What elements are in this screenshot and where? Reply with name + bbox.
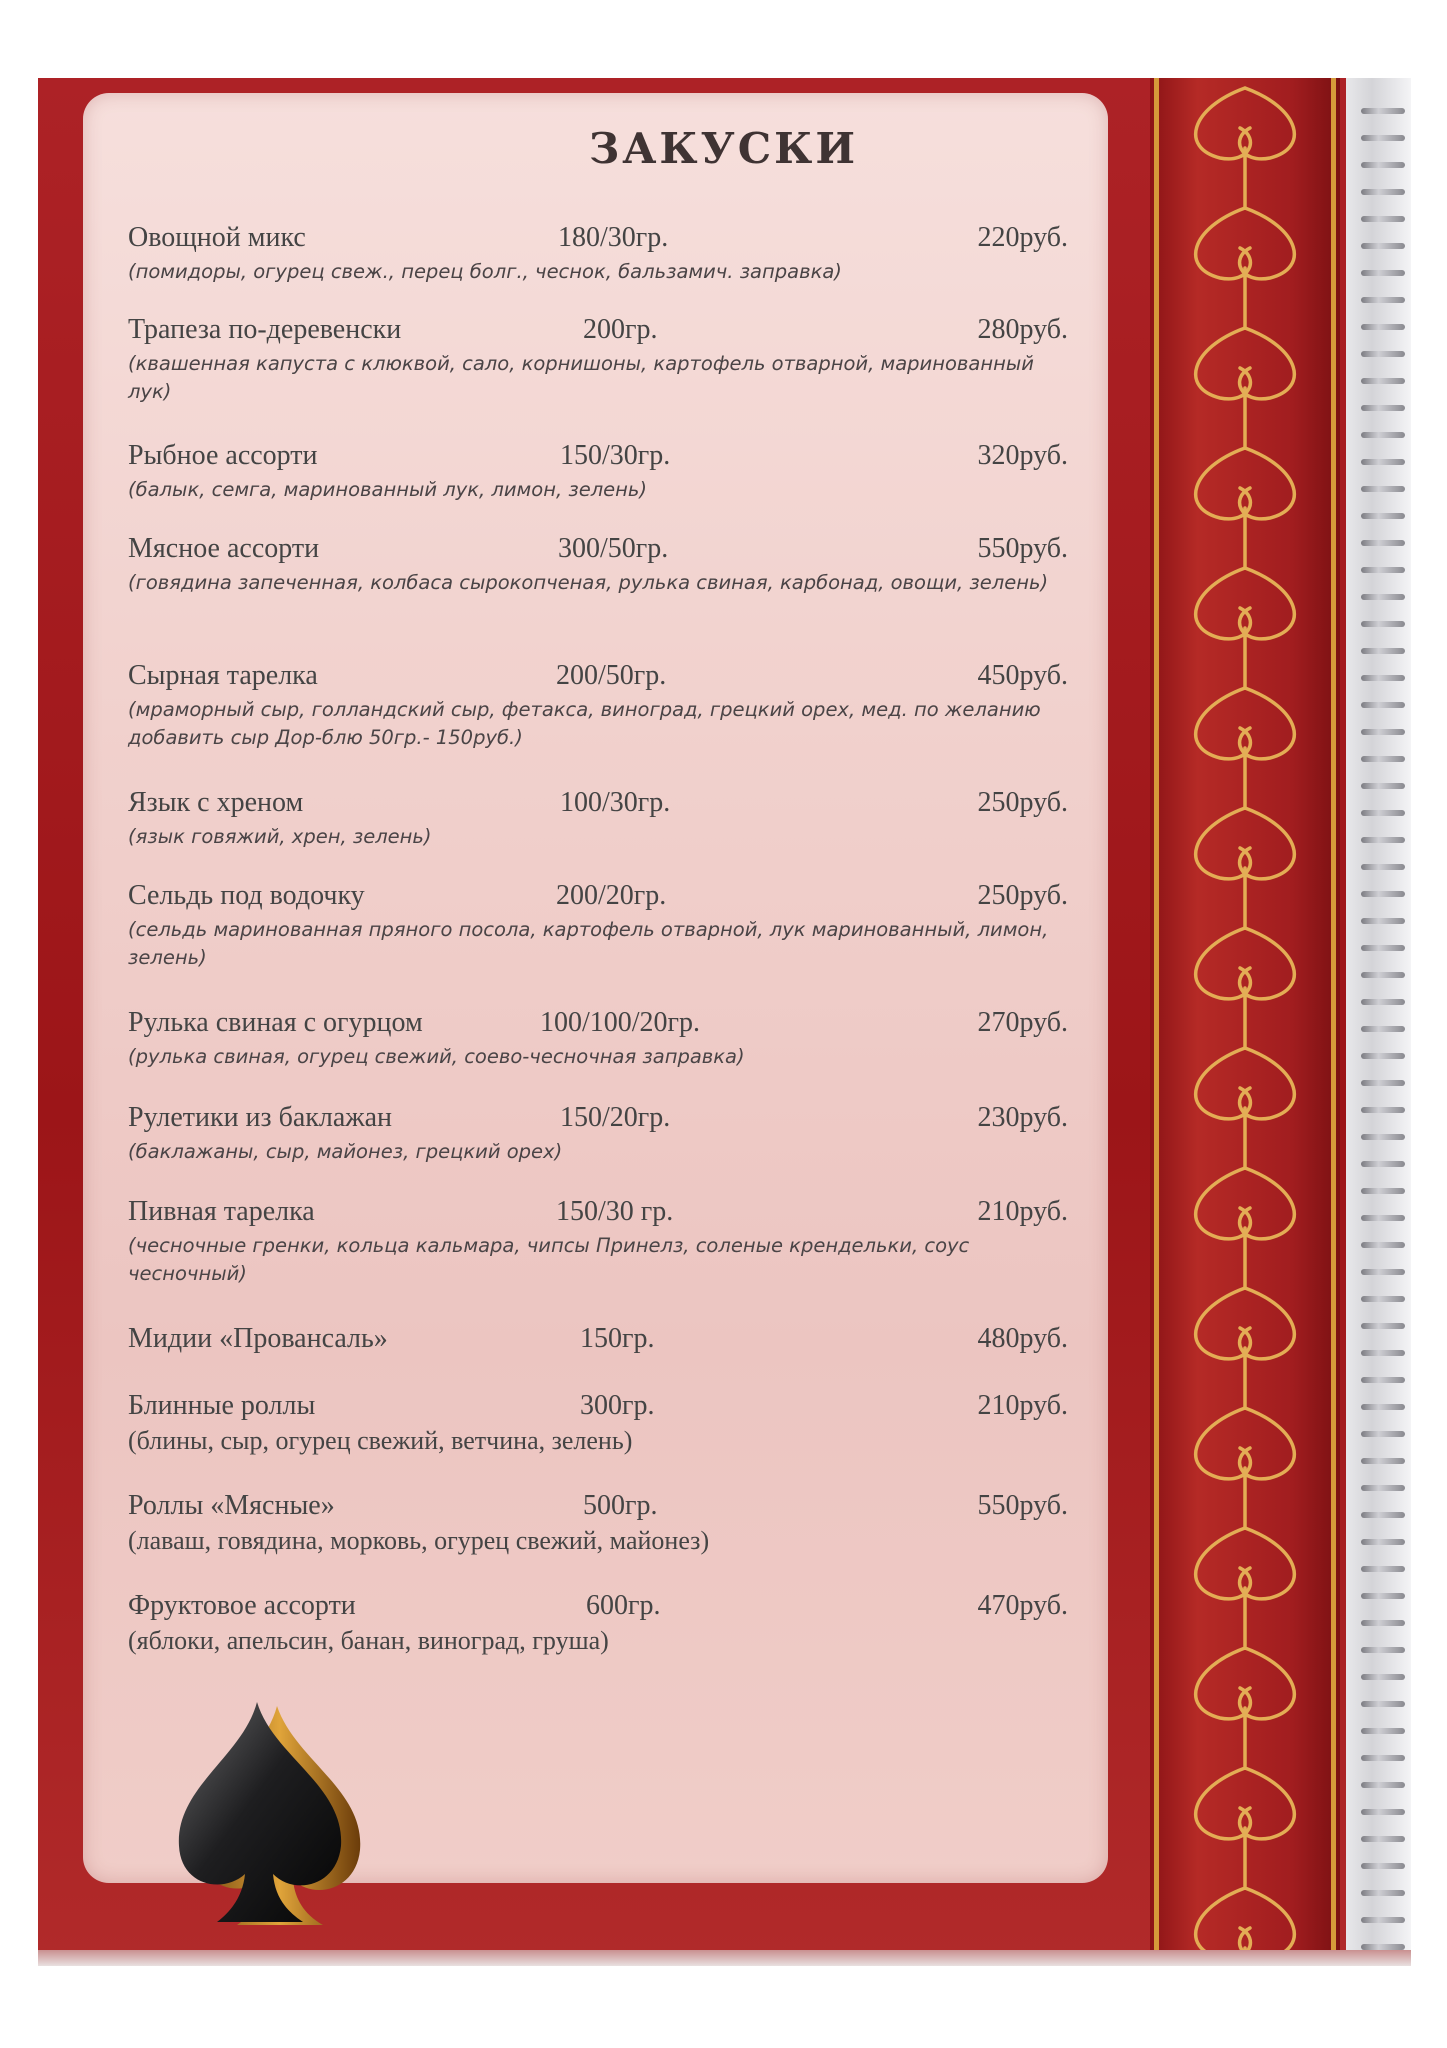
binder-ring <box>1361 1890 1405 1896</box>
binder-ring <box>1361 1863 1405 1869</box>
item-weight: 300гр. <box>580 1390 655 1421</box>
item-description: (мраморный сыр, голландский сыр, фетакса, виноград, грецкий орех, мед. по желанию добавить сыр Дор-блю 50гр.- 150руб.) <box>128 698 1041 749</box>
item-name: Рулетики из баклажан <box>128 1102 393 1133</box>
item-weight: 100/30гр. <box>560 787 671 818</box>
binder-ring <box>1361 351 1405 357</box>
menu-item <box>128 1102 1068 1166</box>
menu-item <box>128 787 1068 851</box>
item-name: Сырная тарелка <box>128 660 318 691</box>
item-price: 550руб. <box>977 533 1068 564</box>
binder-ring <box>1361 270 1405 276</box>
binder-ring <box>1361 297 1405 303</box>
item-weight: 300/50гр. <box>558 533 669 564</box>
binder-ring <box>1361 1431 1405 1437</box>
item-weight: 200/50гр. <box>556 660 667 691</box>
binder-ring <box>1361 1377 1405 1383</box>
binder-ring <box>1361 891 1405 897</box>
item-weight: 150гр. <box>580 1323 655 1354</box>
binder-ring <box>1361 810 1405 816</box>
binder-ring <box>1361 1188 1405 1194</box>
binder-ring <box>1361 1512 1405 1518</box>
binder-ring <box>1361 1539 1405 1545</box>
ornament-scroll <box>1196 1288 1295 1408</box>
binder-ring <box>1361 1215 1405 1221</box>
menu-item <box>128 1196 1068 1288</box>
binder-ring <box>1361 324 1405 330</box>
item-price: 280руб. <box>977 314 1068 345</box>
binder-ring <box>1361 756 1405 762</box>
binder-rings <box>1346 78 1411 1966</box>
binder-ring <box>1361 1026 1405 1032</box>
item-weight: 200/20гр. <box>556 880 667 911</box>
binder-ring <box>1361 567 1405 573</box>
menu-item <box>128 1590 1068 1656</box>
item-description: (говядина запеченная, колбаса сырокопченая, рулька свиная, карбонад, овощи, зелень) <box>128 571 1049 594</box>
item-name: Трапеза по-деревенски <box>128 314 402 345</box>
binder-ring <box>1361 1107 1405 1113</box>
item-weight: 150/30 гр. <box>556 1196 674 1227</box>
ornament-scroll <box>1196 1648 1295 1768</box>
binder-ring <box>1361 405 1405 411</box>
menu-title: закуски <box>588 108 859 178</box>
binder-ring <box>1361 648 1405 654</box>
binder-ring <box>1361 432 1405 438</box>
item-price: 450руб. <box>977 660 1068 691</box>
menu-item <box>128 1490 1068 1556</box>
binder-ring <box>1361 1593 1405 1599</box>
item-price: 230руб. <box>977 1102 1068 1133</box>
item-weight: 500гр. <box>583 1490 658 1521</box>
item-name: Рулька свиная с огурцом <box>128 1007 423 1038</box>
menu-item <box>128 314 1068 406</box>
binder-ring <box>1361 783 1405 789</box>
item-description: (яблоки, апельсин, банан, виноград, груша) <box>128 1626 609 1655</box>
binder-ring <box>1361 378 1405 384</box>
binder-ring <box>1361 1296 1405 1302</box>
menu-item <box>128 1390 1068 1456</box>
item-price: 210руб. <box>977 1196 1068 1227</box>
item-weight: 150/30гр. <box>560 440 671 471</box>
item-weight: 100/100/20гр. <box>540 1007 701 1038</box>
binder-ring <box>1361 1458 1405 1464</box>
binder-ring <box>1361 621 1405 627</box>
binder-ring <box>1361 945 1405 951</box>
ornament-border <box>1150 78 1340 1966</box>
binder-ring <box>1361 1728 1405 1734</box>
item-name: Рыбное ассорти <box>128 440 318 471</box>
item-name: Пивная тарелка <box>128 1196 315 1227</box>
item-price: 480руб. <box>977 1323 1068 1354</box>
ornament-scroll <box>1196 1528 1295 1648</box>
binder-ring <box>1361 1674 1405 1680</box>
binder-ring <box>1361 1701 1405 1707</box>
binder-ring <box>1361 1485 1405 1491</box>
binder-ring <box>1361 486 1405 492</box>
binder-ring <box>1361 1647 1405 1653</box>
item-description: (лаваш, говядина, морковь, огурец свежий, майонез) <box>128 1526 710 1555</box>
binder-ring <box>1361 1755 1405 1761</box>
item-name: Мидии «Провансаль» <box>128 1323 388 1354</box>
binder-ring <box>1361 1566 1405 1572</box>
binder-ring <box>1361 243 1405 249</box>
item-price: 550руб. <box>977 1490 1068 1521</box>
item-description: (язык говяжий, хрен, зелень) <box>128 825 432 848</box>
binder-ring <box>1361 1620 1405 1626</box>
ornament-scroll <box>1196 808 1295 928</box>
ornament-scroll <box>1196 328 1295 448</box>
ornament-scroll <box>1196 1408 1295 1528</box>
item-weight: 200гр. <box>583 314 658 345</box>
item-name: Овощной микс <box>128 222 306 253</box>
item-name: Сельдь под водочку <box>128 880 365 911</box>
item-weight: 180/30гр. <box>558 222 669 253</box>
item-weight: 600гр. <box>586 1590 661 1621</box>
ornament-scroll <box>1196 1768 1295 1888</box>
item-name: Роллы «Мясные» <box>128 1490 335 1521</box>
item-name: Мясное ассорти <box>128 533 320 564</box>
ornament-scroll <box>1196 688 1295 808</box>
ornament-scrolls <box>1150 78 1340 1966</box>
item-description: (баклажаны, сыр, майонез, грецкий орех) <box>128 1140 563 1163</box>
item-description: (балык, семга, маринованный лук, лимон, зелень) <box>128 478 648 501</box>
binder-ring <box>1361 513 1405 519</box>
item-description: (чесночные гренки, кольца кальмара, чипсы Принелз, соленые крендельки, соус чесночный) <box>128 1234 970 1285</box>
ornament-scroll <box>1196 1168 1295 1288</box>
item-name: Блинные роллы <box>128 1390 316 1421</box>
binder-ring <box>1361 837 1405 843</box>
binder-ring <box>1361 1809 1405 1815</box>
item-name: Фруктовое ассорти <box>128 1590 356 1621</box>
item-weight: 150/20гр. <box>560 1102 671 1133</box>
item-price: 270руб. <box>977 1007 1068 1038</box>
menu-item <box>128 880 1068 972</box>
binder-ring <box>1361 1782 1405 1788</box>
binder-ring <box>1361 1323 1405 1329</box>
ornament-scroll <box>1196 568 1295 688</box>
binder-ring <box>1361 459 1405 465</box>
binder-ring <box>1361 729 1405 735</box>
item-description: (сельдь маринованная пряного посола, картофель отварной, лук маринованный, лимон, зелень) <box>128 918 1049 969</box>
binder-ring <box>1361 1404 1405 1410</box>
item-description: (блины, сыр, огурец свежий, ветчина, зелень) <box>128 1426 633 1455</box>
ornament-scroll-group <box>1196 88 1295 1966</box>
binder-ring <box>1361 999 1405 1005</box>
binder-ring <box>1361 189 1405 195</box>
binder-ring <box>1361 702 1405 708</box>
binder-ring <box>1361 1080 1405 1086</box>
binder-ring <box>1361 1242 1405 1248</box>
item-price: 320руб. <box>977 440 1068 471</box>
binder-ring <box>1361 1836 1405 1842</box>
item-description: (рулька свиная, огурец свежий, соево-чесночная заправка) <box>128 1045 745 1068</box>
ornament-scroll <box>1196 448 1295 568</box>
menu-item <box>128 440 1068 504</box>
ornament-scroll <box>1196 1048 1295 1168</box>
menu-item <box>128 222 1068 286</box>
binder-ring <box>1361 1269 1405 1275</box>
binder-ring <box>1361 864 1405 870</box>
item-price: 220руб. <box>977 222 1068 253</box>
item-price: 470руб. <box>977 1590 1068 1621</box>
spade-icon <box>145 1700 370 1930</box>
item-price: 210руб. <box>977 1390 1068 1421</box>
binder-ring <box>1361 1350 1405 1356</box>
binder-ring <box>1361 1917 1405 1923</box>
binder-ring <box>1361 918 1405 924</box>
ornament-rail <box>1154 78 1159 1966</box>
binder-ring <box>1361 216 1405 222</box>
item-price: 250руб. <box>977 787 1068 818</box>
ornament-rail <box>1331 78 1336 1966</box>
item-description: (квашенная капуста с клюквой, сало, корнишоны, картофель отварной, маринованный лук) <box>128 352 1034 403</box>
item-name: Язык с хреном <box>128 787 304 818</box>
page-bottom-edge <box>38 1950 1411 1966</box>
binder-ring <box>1361 1053 1405 1059</box>
binder-ring <box>1361 1134 1405 1140</box>
item-price: 250руб. <box>977 880 1068 911</box>
binder-ring <box>1361 1161 1405 1167</box>
menu-item <box>128 1007 1068 1071</box>
binder-ring <box>1361 540 1405 546</box>
item-description: (помидоры, огурец свеж., перец болг., чеснок, бальзамич. заправка) <box>128 260 842 283</box>
menu-item <box>128 1323 1068 1355</box>
menu-item <box>128 660 1068 752</box>
binder-ring <box>1361 972 1405 978</box>
ornament-scroll <box>1196 208 1295 328</box>
ornament-scroll <box>1196 928 1295 1048</box>
binder-ring <box>1361 594 1405 600</box>
binder-ring <box>1361 675 1405 681</box>
menu-item <box>128 533 1068 597</box>
